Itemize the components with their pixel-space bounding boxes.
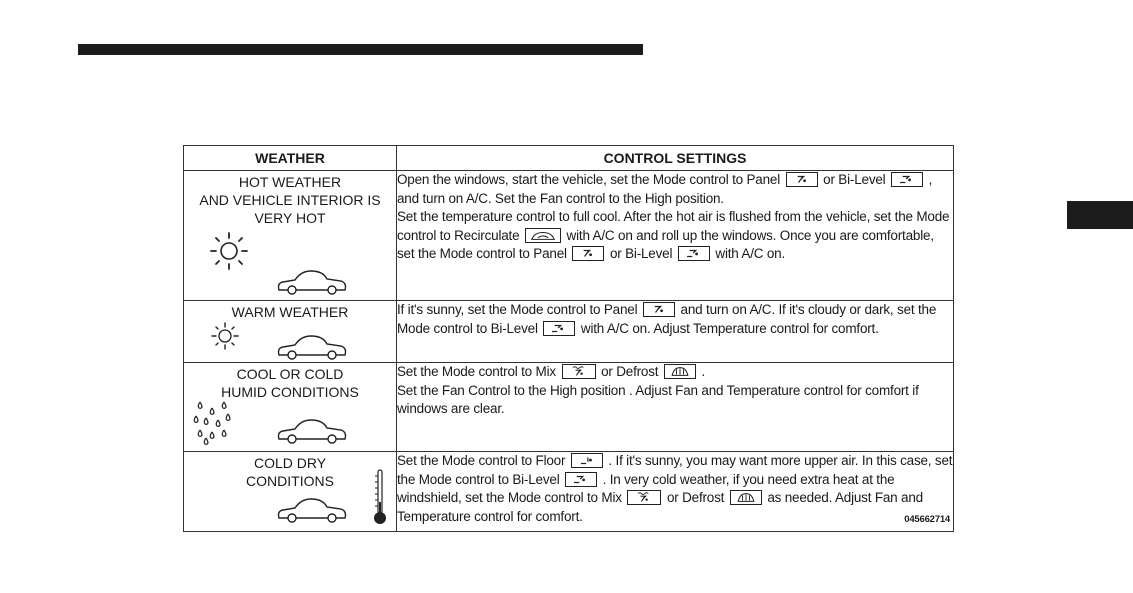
settings-fragment: as needed. Adjust Fan and Temperature control for comfort. bbox=[397, 490, 923, 524]
weather-cell bbox=[184, 301, 397, 363]
settings-cell bbox=[397, 452, 954, 532]
defrost-mode-icon bbox=[664, 364, 696, 379]
settings-fragment: , and turn on A/C. Set the Fan control to the High position. bbox=[397, 172, 933, 206]
settings-fragment: with A/C on. bbox=[715, 246, 786, 261]
condition-label: WARM WEATHER bbox=[231, 304, 349, 320]
settings-fragment: or Bi-Level bbox=[609, 246, 673, 261]
settings-fragment: Set the Fan Control to the High position . Adjust Fan and Temperature control for comfort if windows are clear. bbox=[397, 382, 919, 416]
settings-text bbox=[397, 382, 953, 419]
reference-code: 045662714 bbox=[904, 513, 950, 525]
settings-fragment: with A/C on and roll up the windows. Once you are comfortable, set the Mode control to Panel bbox=[397, 227, 934, 261]
settings-fragment: If it's sunny, set the Mode control to Panel bbox=[397, 302, 638, 317]
sun-icon bbox=[209, 321, 241, 351]
settings-fragment: or Bi-Level bbox=[823, 172, 886, 187]
weather-cell bbox=[184, 452, 397, 532]
weather-cell bbox=[184, 171, 397, 301]
settings-fragment: Open the windows, start the vehicle, set the Mode control to Panel bbox=[397, 172, 781, 187]
settings-fragment: Set the Mode control to Floor bbox=[397, 453, 566, 468]
table-row bbox=[184, 171, 954, 301]
car-icon bbox=[275, 415, 349, 445]
section-tab bbox=[1067, 201, 1133, 229]
car-icon bbox=[275, 266, 349, 296]
panel-mode-icon bbox=[786, 172, 818, 187]
settings-text bbox=[397, 452, 953, 526]
condition-label: COLD DRY CONDITIONS bbox=[246, 455, 334, 489]
weather-cell bbox=[184, 363, 397, 452]
panel-mode-icon bbox=[643, 302, 675, 317]
settings-cell bbox=[397, 363, 954, 452]
settings-fragment: . In very cold weather, if you need extra heat at the windshield, set the Mode control to Mix bbox=[397, 471, 895, 505]
settings-fragment: Set the temperature control to full cool. After the hot air is flushed from the vehicle, set the Mode control to Recirculate bbox=[397, 209, 950, 243]
settings-fragment: . bbox=[701, 364, 706, 379]
sun-icon bbox=[204, 231, 254, 275]
settings-cell bbox=[397, 301, 954, 363]
condition-label: HOT WEATHER AND VEHICLE INTERIOR IS VERY HOT bbox=[199, 174, 381, 226]
settings-fragment: or Defrost bbox=[666, 490, 725, 505]
table-row bbox=[184, 452, 954, 532]
settings-fragment: . If it's sunny, you may want more upper air. In this case, set the Mode control to Bi-Level bbox=[397, 453, 953, 487]
bi-level-mode-icon bbox=[678, 246, 710, 261]
control-settings-header: CONTROL SETTINGS bbox=[397, 146, 954, 171]
floor-mode-icon bbox=[571, 453, 603, 468]
mix-mode-icon bbox=[562, 364, 596, 379]
defrost-mode-icon bbox=[730, 490, 762, 505]
bi-level-mode-icon bbox=[565, 472, 597, 487]
settings-cell bbox=[397, 171, 954, 301]
settings-fragment: Set the Mode control to Mix bbox=[397, 364, 556, 379]
table-row bbox=[184, 301, 954, 363]
condition-label: COOL OR COLD HUMID CONDITIONS bbox=[221, 366, 359, 400]
panel-mode-icon bbox=[572, 246, 604, 261]
settings-fragment: or Defrost bbox=[601, 364, 659, 379]
weather-header: WEATHER bbox=[184, 146, 397, 171]
settings-text bbox=[397, 171, 953, 208]
car-icon bbox=[275, 331, 349, 361]
settings-text bbox=[397, 301, 953, 338]
top-rule bbox=[78, 44, 643, 55]
settings-fragment: and turn on A/C. If it's cloudy or dark, set the Mode control to Bi-Level bbox=[397, 302, 937, 336]
settings-text bbox=[397, 208, 953, 264]
bi-level-mode-icon bbox=[543, 321, 575, 336]
table-row bbox=[184, 363, 954, 452]
mix-mode-icon bbox=[627, 490, 661, 505]
car-icon bbox=[275, 494, 349, 524]
settings-text bbox=[397, 363, 953, 382]
thermometer-icon bbox=[372, 468, 388, 526]
raindrops-icon bbox=[192, 400, 240, 448]
climate-control-chart bbox=[183, 145, 954, 532]
bi-level-mode-icon bbox=[891, 172, 923, 187]
recirculate-mode-icon bbox=[525, 228, 561, 243]
settings-fragment: with A/C on. Adjust Temperature control for comfort. bbox=[580, 320, 879, 336]
